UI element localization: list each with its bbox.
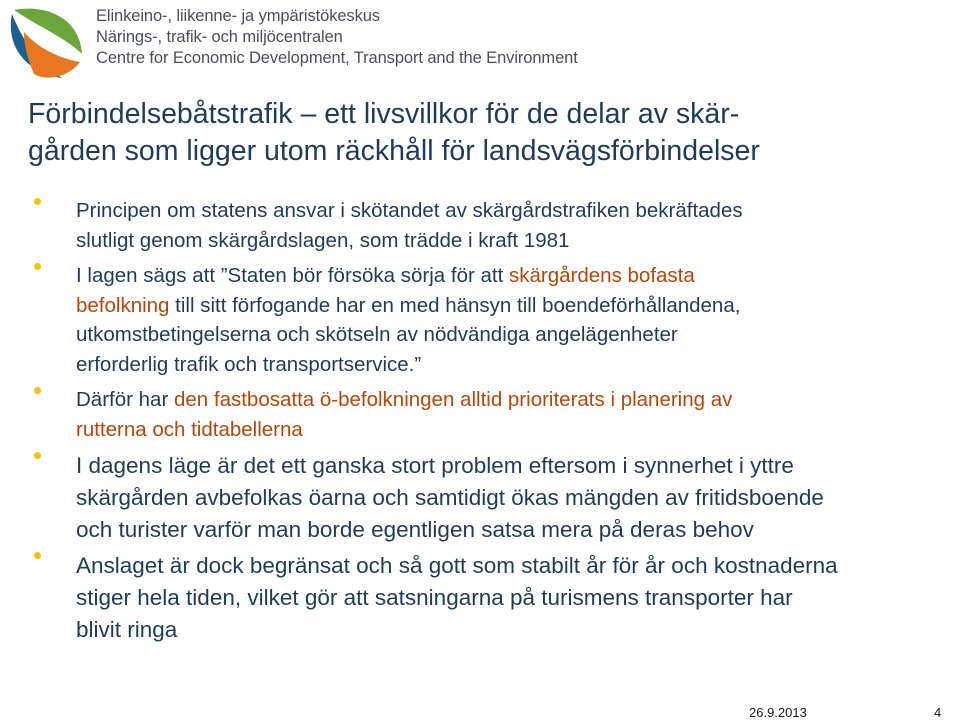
slide-title [28,96,938,170]
bullet-dot-icon [34,552,41,559]
bullet-2-text: till sitt förfogande har en med hänsyn till boendeförhållandena, [169,293,741,317]
bullet-2-text: I lagen sägs att ”Staten bör försöka sörja för att [76,264,510,287]
bullet-2-line-2 [76,291,954,321]
slide-header [0,0,960,84]
organization-names [96,6,578,69]
org-name-swedish: Närings-, trafik- och miljöcentralen [96,28,343,46]
bullet-4-line-2: skärgården avbefolkas öarna och samtidigt ökas mängden av fritidsboende [76,485,824,510]
org-name-finnish: Elinkeino-, liikenne- ja ympäristökeskus [96,7,380,25]
bullet-3-text: Därför har [76,388,174,411]
bullet-5-line-2: stiger hela tiden, vilket gör att satsningarna på turismens transporter har [76,585,793,610]
bullet-3-line-1 [76,385,954,415]
bullet-dot-icon [34,198,41,205]
slide-title-line-2: gården som ligger utom räckhåll för landsvägsförbindelser [28,135,760,167]
bullet-dot-icon [34,263,41,270]
bullet-dot-icon [34,387,41,394]
bullet-2-line-1 [76,261,954,291]
footer-date: 26.9.2013 [749,705,807,720]
bullet-item-5 [34,550,954,646]
bullet-2-line-3: utkomstbetingelserna och skötseln av nödvändiga angelägenheter [76,323,678,346]
bullet-3-highlight: den fastbosatta ö-befolkningen alltid prioriterats i planering av [173,388,733,411]
bullet-2-highlight: befolkning [76,293,170,317]
page-number: 4 [934,705,942,720]
bullet-item-1 [34,196,954,255]
org-name-english: Centre for Economic Development, Transport and the Environment [96,49,578,67]
bullet-item-3 [34,385,954,444]
bullet-4-line-3: och turister varför man borde egentligen satsa mera på deras behov [76,517,754,542]
bullet-5-line-1: Anslaget är dock begränsat och så gott som stabilt år för år och kostnaderna [76,553,838,578]
bullet-item-4 [34,450,954,546]
bullet-1-line-2: slutligt genom skärgårdslagen, som trädde i kraft 1981 [76,228,570,252]
bullet-2-line-4: erforderlig trafik och transportservice.” [76,352,422,376]
bullet-4-line-1: I dagens läge är det ett ganska stort problem eftersom i synnerhet i yttre [76,453,794,478]
bullet-2-highlight: skärgårdens bofasta [509,264,695,287]
bullet-5-line-3: blivit ringa [76,617,178,642]
ely-centre-logo [4,2,86,82]
slide-title-line-1: Förbindelsebåtstrafik – ett livsvillkor för de delar av skär- [28,98,740,130]
bullet-1-line-1: Principen om statens ansvar i skötandet av skärgårdstrafiken bekräftades [76,199,743,222]
bullet-list [34,196,954,646]
bullet-item-2 [34,261,954,379]
bullet-dot-icon [34,452,41,459]
bullet-3-line-2: rutterna och tidtabellerna [76,417,303,441]
